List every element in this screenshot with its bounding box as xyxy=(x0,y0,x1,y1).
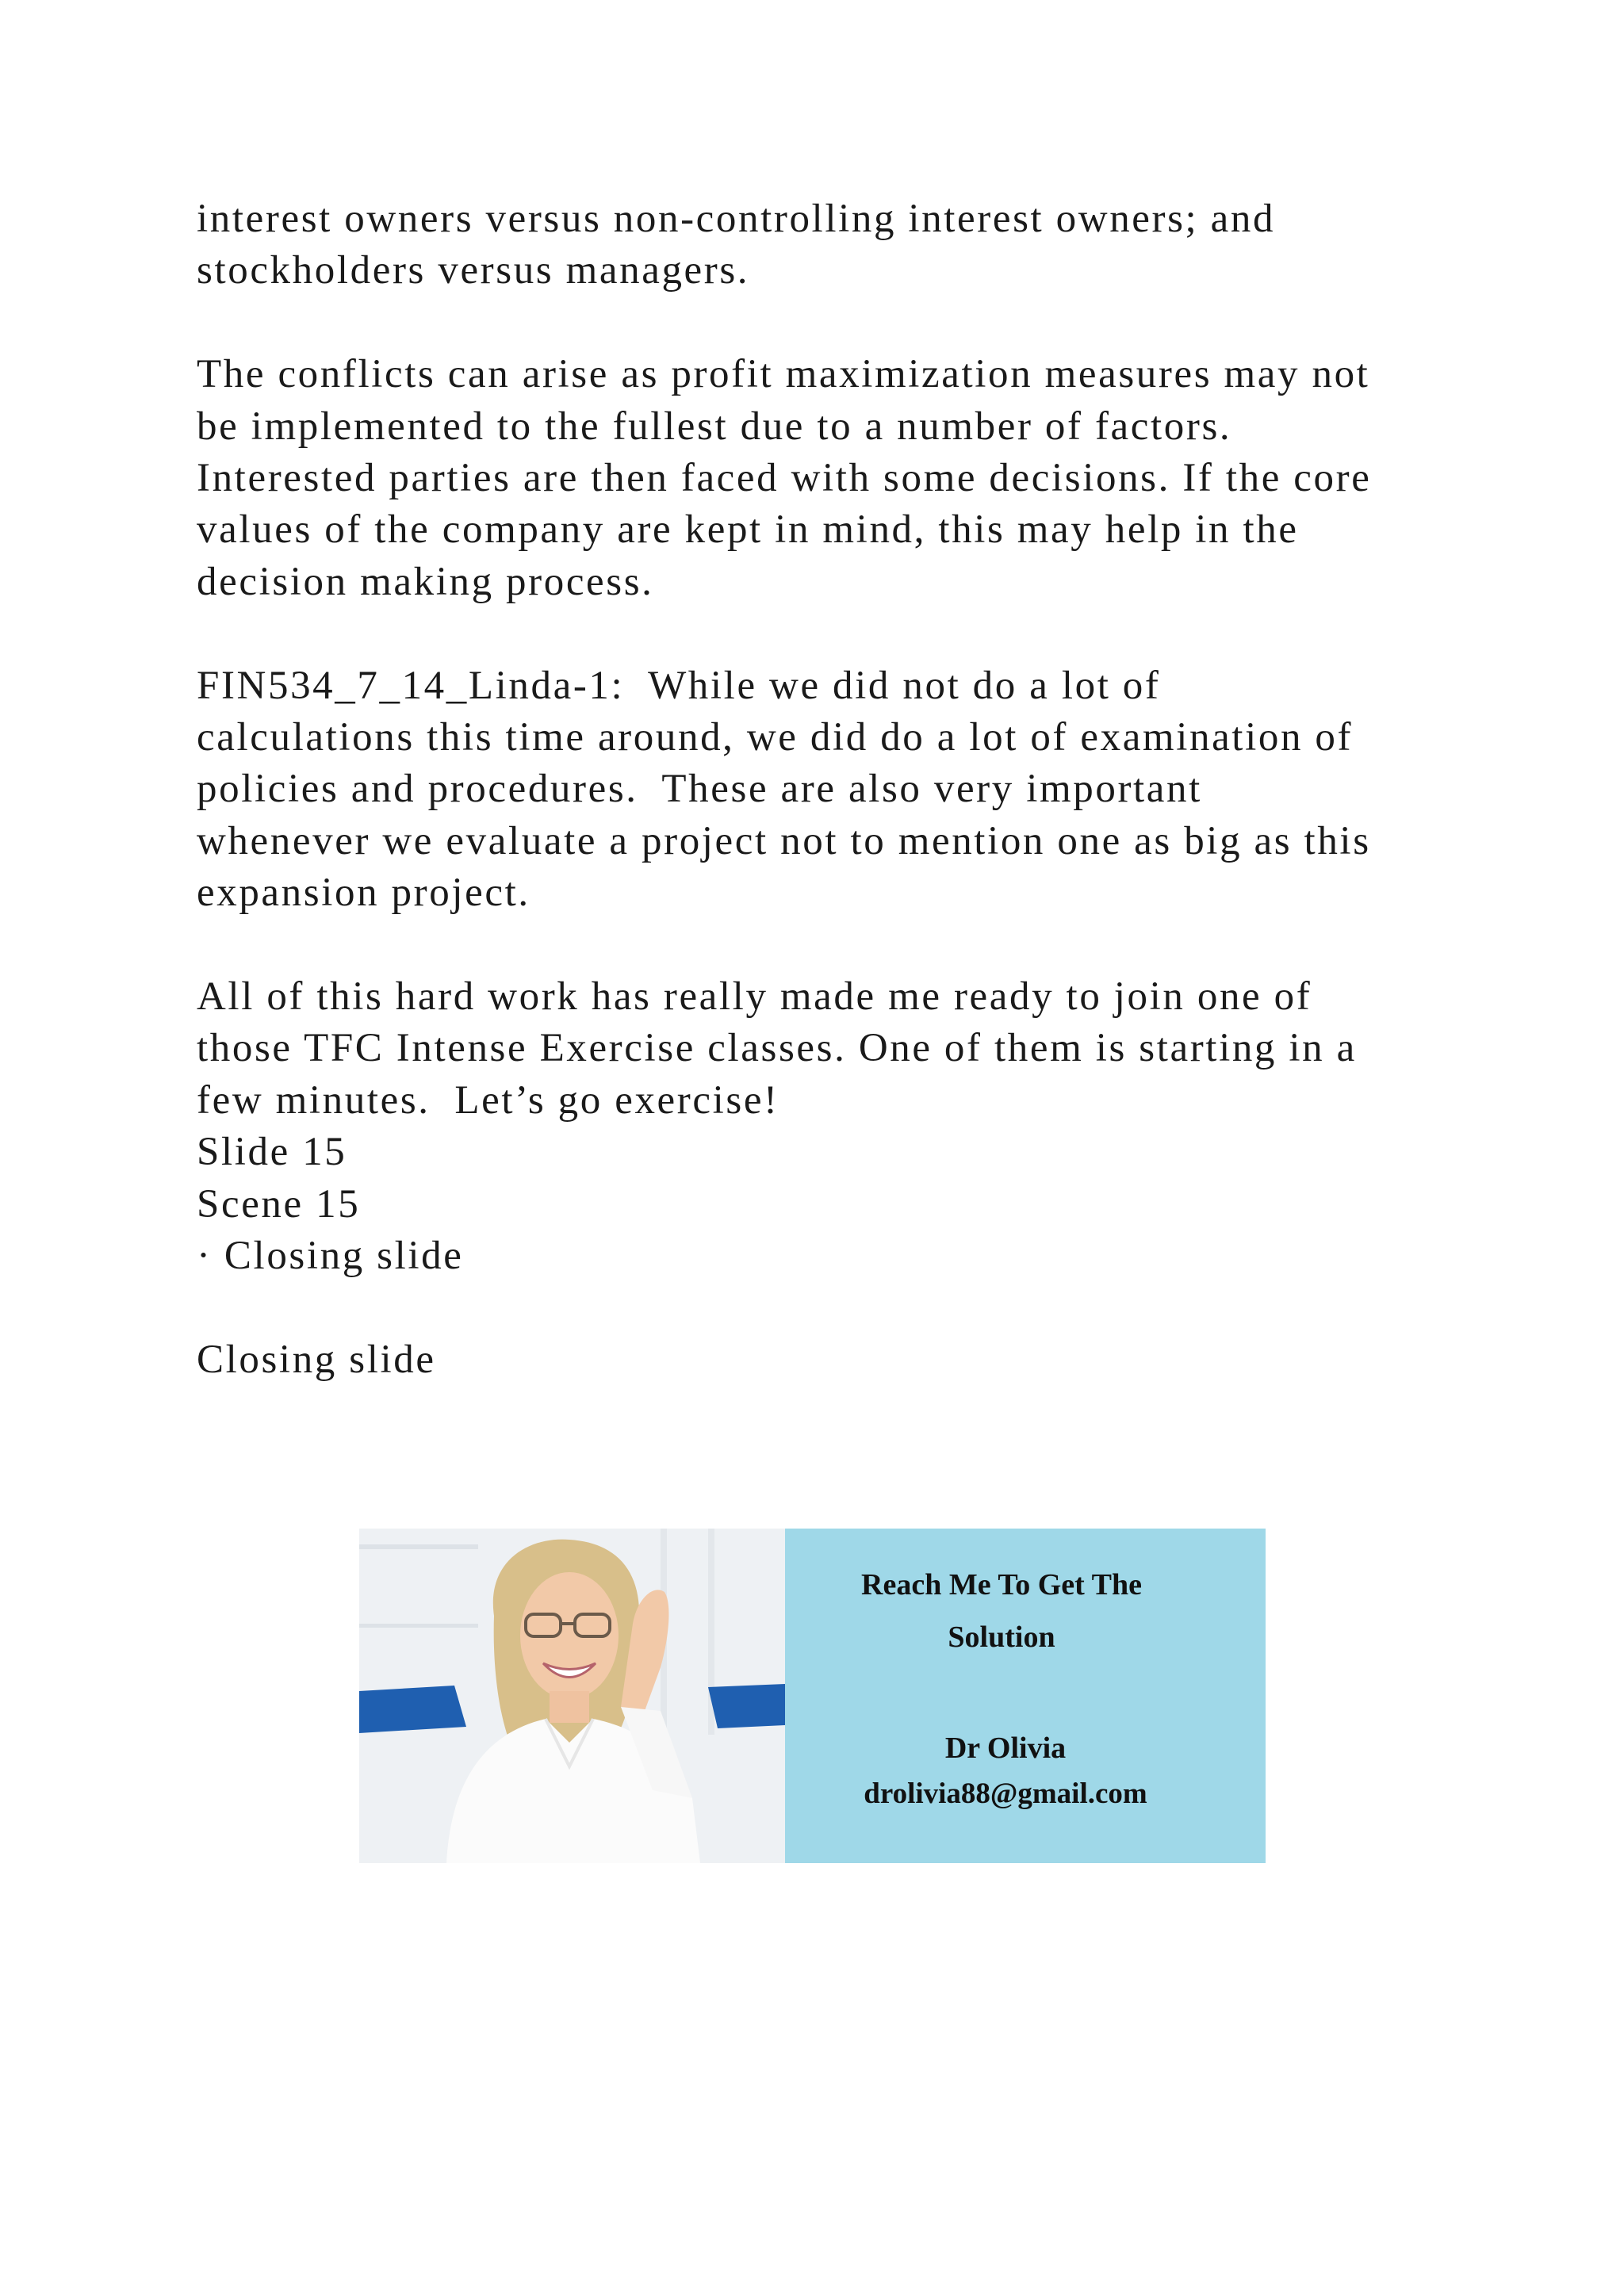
paragraph-1: interest owners versus non-controlling interest owners; and stockholders versus managers. xyxy=(197,197,1276,293)
contact-email: drolivia88@gmail.com xyxy=(864,1777,1147,1810)
paragraph-4: All of this hard work has really made me ready to join one of those TFC Intense Exercise classes. One of them is starting in a few minutes. Let’s go exercise! Slide 15 Scene 15 · Closing slide xyxy=(197,974,1357,1279)
woman-photo xyxy=(359,1529,785,1863)
ad-headline: Reach Me To Get The Solution xyxy=(861,1568,1142,1654)
contact-ad-banner xyxy=(359,1529,1266,1863)
paragraph-3: FIN534_7_14_Linda-1: While we did not do a lot of calculations this time around, we did do a lot of examination of policies and procedures. These are also very important whenever we evaluate a project not to mention one as big as this expansion project. xyxy=(197,663,1371,916)
document-body xyxy=(197,193,1450,1386)
contact-name: Dr Olivia xyxy=(944,1732,1067,1765)
contact-info-panel xyxy=(785,1529,1266,1863)
paragraph-5: Closing slide xyxy=(197,1337,436,1382)
paragraph-2: The conflicts can arise as profit maximization measures may not be implemented to the fullest due to a number of factors. Interested parties are then faced with some decisions. If the core values of the company are kept in mind, this may help in the decision making process. xyxy=(197,352,1372,604)
